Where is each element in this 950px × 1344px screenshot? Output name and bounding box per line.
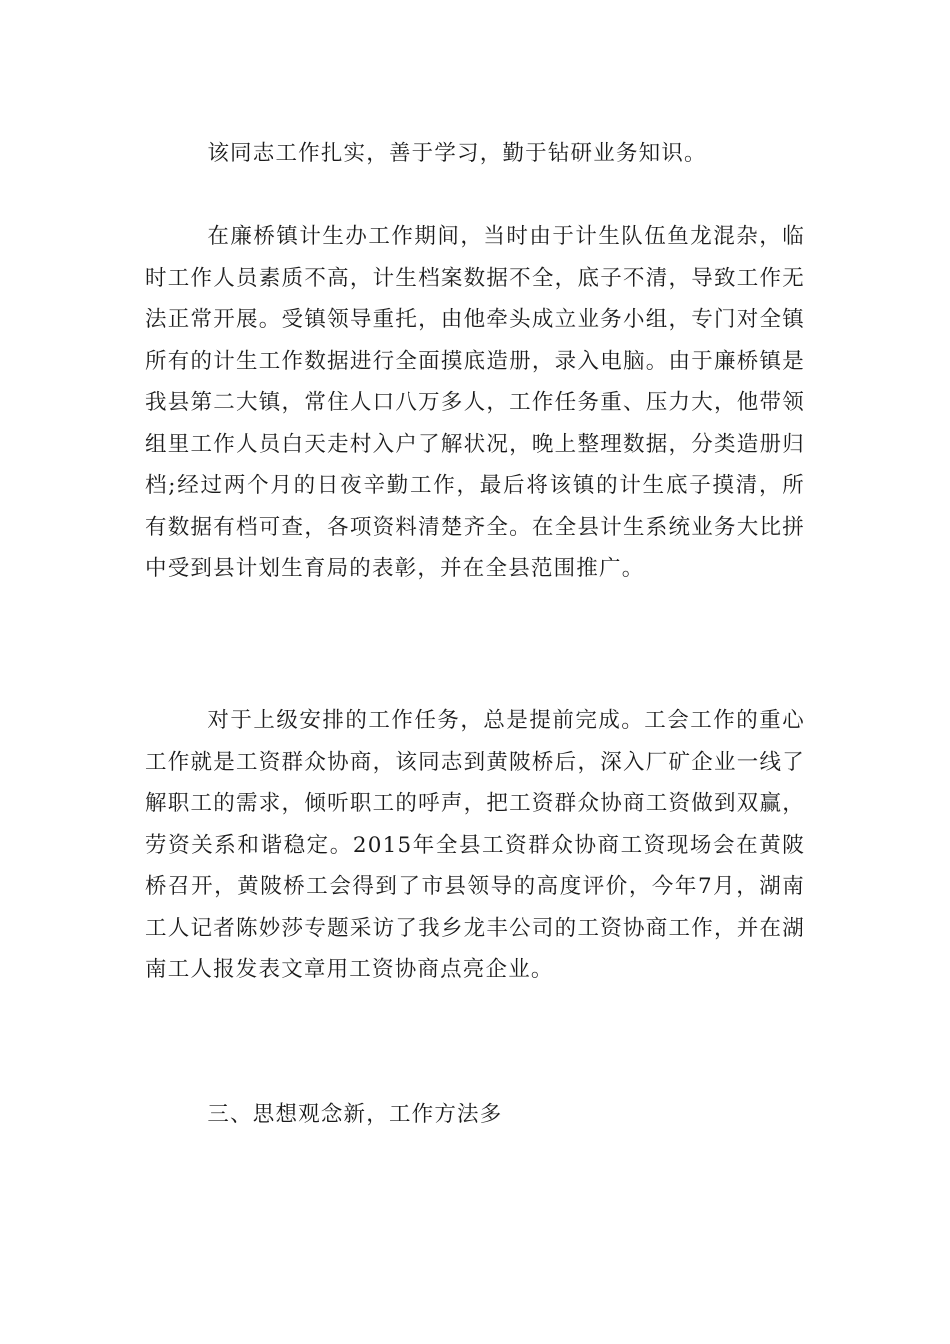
paragraph-trade-union-work: 对于上级安排的工作任务，总是提前完成。工会工作的重心工作就是工资群众协商，该同志到黄陂桥后，深入厂矿企业一线了解职工的需求，倾听职工的呼声，把工资群众协商工资做到双赢，劳资关系和谐稳定。2015年全县工资群众协商工资现场会在黄陂桥召开，黄陂桥工会得到了市县领导的高度评价，今年7月，湖南工人记者陈妙莎专题采访了我乡龙丰公司的工资协商工作，并在湖南工人报发表文章用工资协商点亮企业。	[145, 708, 805, 982]
section-heading-three: 三、思想观念新，工作方法多	[207, 1102, 503, 1127]
paragraph-work-attitude: 该同志工作扎实，善于学习，勤于钻研业务知识。	[207, 141, 707, 166]
paragraph-family-planning-office: 在廉桥镇计生办工作期间，当时由于计生队伍鱼龙混杂，临时工作人员素质不高，计生档案数据不全，底子不清，导致工作无法正常开展。受镇领导重托，由他牵头成立业务小组，专门对全镇所有的计生工作数据进行全面摸底造册，录入电脑。由于廉桥镇是我县第二大镇，常住人口八万多人，工作任务重、压力大，他带领组里工作人员白天走村入户了解状况，晚上整理数据，分类造册归档;经过两个月的日夜辛勤工作，最后将该镇的计生底子摸清，所有数据有档可查，各项资料清楚齐全。在全县计生系统业务大比拼中受到县计划生育局的表彰，并在全县范围推广。	[145, 224, 805, 581]
